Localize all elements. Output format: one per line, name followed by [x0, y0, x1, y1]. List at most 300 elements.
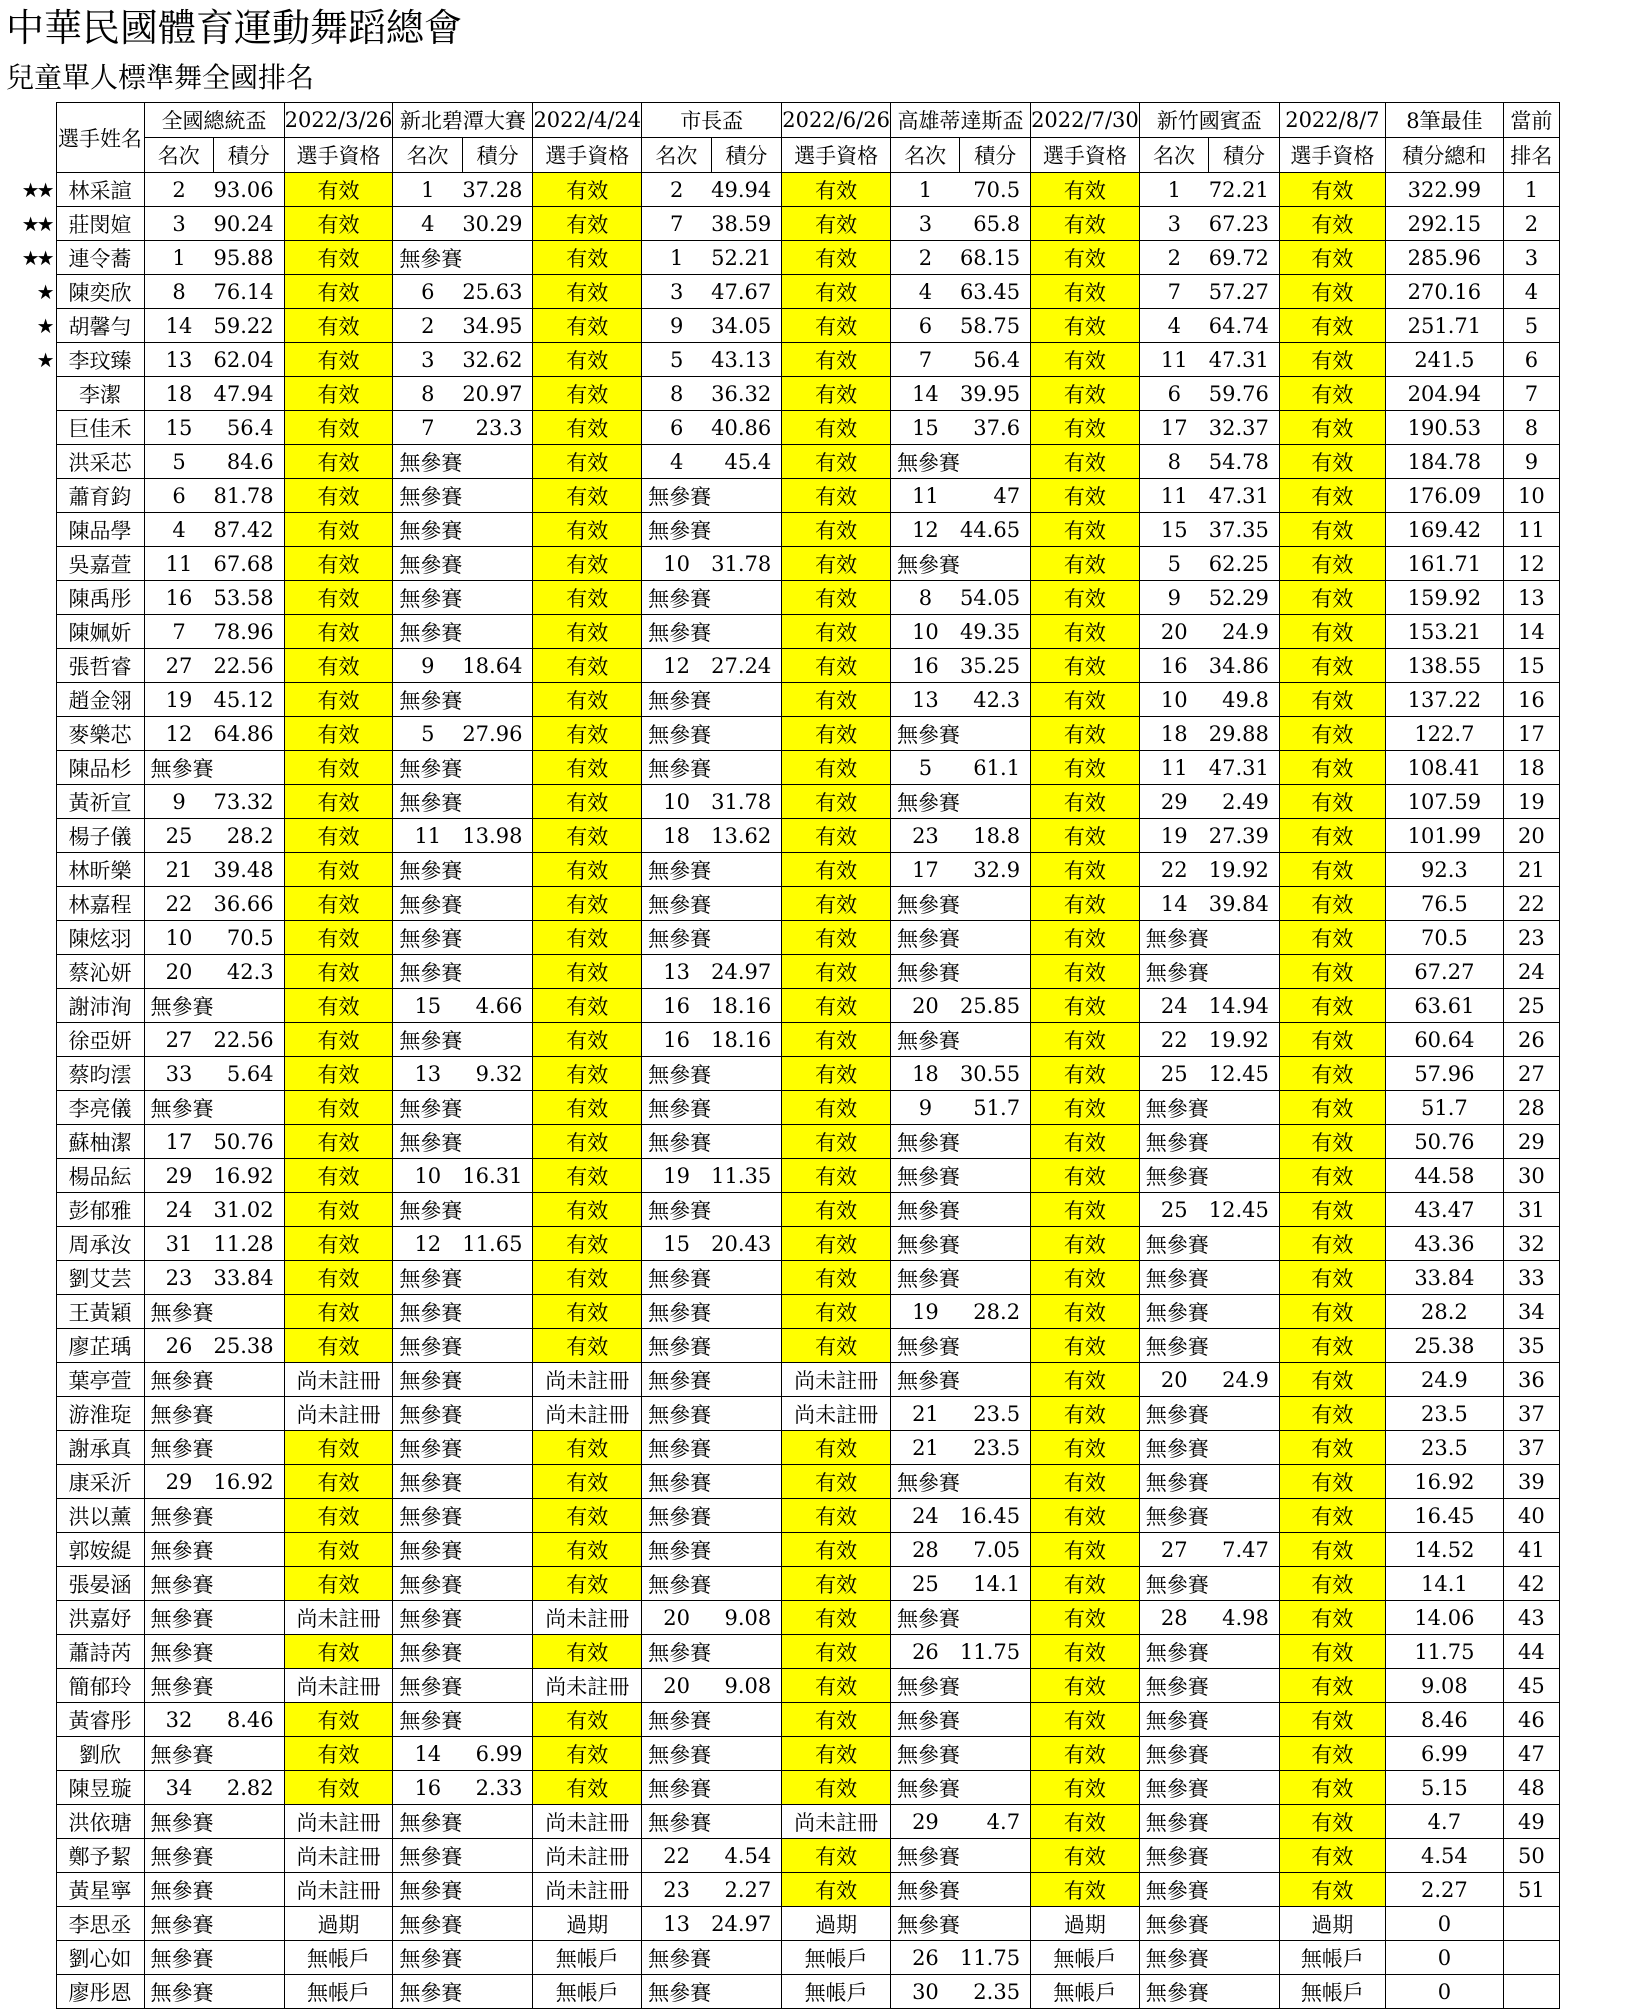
total-score-cell: 14.06 [1385, 1601, 1503, 1635]
event-1-rank-cell: 無參賽 [144, 1533, 214, 1567]
event-5-score-cell [1209, 1397, 1280, 1431]
event-3-score-cell [711, 1533, 782, 1567]
event-5-rank-cell: 無參賽 [1139, 1465, 1209, 1499]
event-5-rank-cell: 無參賽 [1139, 921, 1209, 955]
table-row [4, 581, 1559, 615]
event-1-qual-cell: 有效 [284, 275, 393, 309]
event-3-rank-cell: 無參賽 [642, 921, 712, 955]
event-5-score-cell: 64.74 [1209, 309, 1280, 343]
event-4-rank-cell: 13 [890, 683, 960, 717]
event-2-rank-cell: 無參賽 [393, 1329, 463, 1363]
current-rank-header-line2: 排名 [1503, 138, 1559, 173]
event-1-rank-cell: 無參賽 [144, 1805, 214, 1839]
event-4-qual-cell: 有效 [1031, 1873, 1140, 1907]
star-marker [4, 1737, 56, 1771]
event-1-qual-cell: 有效 [284, 683, 393, 717]
event-4-score-cell [960, 1907, 1031, 1941]
table-row [4, 1431, 1559, 1465]
event-4-score-cell: 56.4 [960, 343, 1031, 377]
event-1-qual-cell: 有效 [284, 751, 393, 785]
event-3-date: 2022/6/26 [782, 103, 891, 138]
table-body [4, 173, 1559, 2009]
event-4-rank-cell: 15 [890, 411, 960, 445]
current-rank-cell: 34 [1503, 1295, 1559, 1329]
event-3-score-cell: 36.32 [711, 377, 782, 411]
event-2-rank-cell: 3 [393, 343, 463, 377]
event-2-qual-cell: 無帳戶 [533, 1975, 642, 2009]
event-3-rank-cell: 4 [642, 445, 712, 479]
event-4-rank-cell: 無參賽 [890, 1363, 960, 1397]
event-5-score-cell: 69.72 [1209, 241, 1280, 275]
event-5-score-cell: 39.84 [1209, 887, 1280, 921]
event-4-rank-cell: 無參賽 [890, 1601, 960, 1635]
event-2-qual-cell: 尚未註冊 [533, 1805, 642, 1839]
event-2-rank-cell: 無參賽 [393, 1295, 463, 1329]
table-row [4, 479, 1559, 513]
total-score-cell: 161.71 [1385, 547, 1503, 581]
event-2-rank-cell: 5 [393, 717, 463, 751]
event-5-score-cell: 24.9 [1209, 1363, 1280, 1397]
page-subtitle: 兒童單人標準舞全國排名 [6, 61, 315, 94]
event-1-rank-cell: 無參賽 [144, 1295, 214, 1329]
event-1-score-cell [214, 1567, 285, 1601]
table-row [4, 1601, 1559, 1635]
event-3-score-cell [711, 1431, 782, 1465]
current-rank-cell: 36 [1503, 1363, 1559, 1397]
event-4-score-cell: 28.2 [960, 1295, 1031, 1329]
event-3-rank-cell: 無參賽 [642, 513, 712, 547]
event-1-score-cell [214, 1635, 285, 1669]
event-5-qual-cell: 有效 [1279, 445, 1385, 479]
athlete-name: 楊子儀 [56, 819, 144, 853]
star-marker [4, 717, 56, 751]
event-5-score-cell: 47.31 [1209, 343, 1280, 377]
event-2-rank-cell: 無參賽 [393, 479, 463, 513]
event-4-qual-cell: 有效 [1031, 513, 1140, 547]
event-5-score-cell: 19.92 [1209, 1023, 1280, 1057]
athlete-name: 林昕樂 [56, 853, 144, 887]
event-1-score-cell: 16.92 [214, 1159, 285, 1193]
total-score-cell: 14.1 [1385, 1567, 1503, 1601]
table-row [4, 1873, 1559, 1907]
event-4-qual-cell: 有效 [1031, 717, 1140, 751]
event-5-rank-cell: 無參賽 [1139, 1499, 1209, 1533]
event-1-score-cell [214, 1431, 285, 1465]
event-1-score-cell: 2.82 [214, 1771, 285, 1805]
event-3-score-cell [711, 1805, 782, 1839]
star-marker: ★★ [21, 245, 52, 270]
table-row [4, 955, 1559, 989]
event-1-rank-cell: 26 [144, 1329, 214, 1363]
event-4-rank-cell: 無參賽 [890, 1329, 960, 1363]
event-5-qual-cell: 有效 [1279, 547, 1385, 581]
star-marker [4, 1907, 56, 1941]
event-4-rank-cell: 無參賽 [890, 1227, 960, 1261]
event-4-qual-cell: 有效 [1031, 1329, 1140, 1363]
event-1-qual-cell: 有效 [284, 1431, 393, 1465]
event-4-qual-cell: 有效 [1031, 309, 1140, 343]
event-3-qual-cell: 有效 [782, 1499, 891, 1533]
event-2-score-cell [462, 1533, 533, 1567]
event-4-name: 高雄蒂達斯盃 [890, 103, 1030, 138]
event-5-qual-cell: 有效 [1279, 921, 1385, 955]
event-1-score-cell: 67.68 [214, 547, 285, 581]
event-1-qual-cell: 有效 [284, 785, 393, 819]
event-1-qual-cell: 有效 [284, 547, 393, 581]
event-2-qual-cell: 有效 [533, 683, 642, 717]
event-4-rank-cell: 2 [890, 241, 960, 275]
event-1-score-cell: 76.14 [214, 275, 285, 309]
event-2-score-cell: 2.33 [462, 1771, 533, 1805]
event-5-score-cell: 14.94 [1209, 989, 1280, 1023]
event-3-qual-cell: 有效 [782, 921, 891, 955]
event-3-score-cell [711, 1771, 782, 1805]
event-5-qual-cell: 有效 [1279, 717, 1385, 751]
table-row [4, 1023, 1559, 1057]
event-1-qual-cell: 有效 [284, 1567, 393, 1601]
event-2-qual-cell: 有效 [533, 1567, 642, 1601]
event-4-score-cell [960, 1737, 1031, 1771]
event-2-score-cell: 25.63 [462, 275, 533, 309]
total-header-line1: 8筆最佳 [1385, 103, 1503, 138]
event-3-rank-cell: 無參賽 [642, 1737, 712, 1771]
current-rank-cell: 10 [1503, 479, 1559, 513]
total-score-cell: 28.2 [1385, 1295, 1503, 1329]
event-1-qual-cell: 有效 [284, 1227, 393, 1261]
event-1-qual-cell: 有效 [284, 989, 393, 1023]
event-2-qual-cell: 有效 [533, 1125, 642, 1159]
page-title: 中華民國體育運動舞蹈總會 [6, 6, 463, 50]
total-score-cell: 137.22 [1385, 683, 1503, 717]
event-2-rank-cell: 無參賽 [393, 1567, 463, 1601]
event-5-qual-cell: 有效 [1279, 1499, 1385, 1533]
event-2-rank-cell: 無參賽 [393, 785, 463, 819]
event-3-qual-cell: 有效 [782, 1635, 891, 1669]
event-2-qual-cell: 尚未註冊 [533, 1601, 642, 1635]
event-3-qual-cell: 有效 [782, 173, 891, 207]
event-1-score-cell: 53.58 [214, 581, 285, 615]
event-5-score-cell: 34.86 [1209, 649, 1280, 683]
event-2-score-cell [462, 1295, 533, 1329]
event-5-qual-cell: 有效 [1279, 1771, 1385, 1805]
event-2-qual-cell: 有效 [533, 1193, 642, 1227]
event-3-rank-cell: 13 [642, 1907, 712, 1941]
event-4-qual-cell: 有效 [1031, 1023, 1140, 1057]
event-1-rank-cell: 無參賽 [144, 751, 214, 785]
event-3-score-cell [711, 683, 782, 717]
event-5-rank-cell: 無參賽 [1139, 1839, 1209, 1873]
total-score-cell: 57.96 [1385, 1057, 1503, 1091]
event-1-score-cell [214, 1533, 285, 1567]
event-5-rank-cell: 無參賽 [1139, 1567, 1209, 1601]
athlete-name: 劉艾芸 [56, 1261, 144, 1295]
event-4-score-cell: 16.45 [960, 1499, 1031, 1533]
event-3-rank-cell: 無參賽 [642, 887, 712, 921]
table-row [4, 683, 1559, 717]
event-1-score-cell: 36.66 [214, 887, 285, 921]
athlete-name: 黃星寧 [56, 1873, 144, 1907]
event-2-qual-cell: 有效 [533, 819, 642, 853]
event-4-score-cell: 7.05 [960, 1533, 1031, 1567]
event-3-rank-cell: 6 [642, 411, 712, 445]
athlete-name: 洪以薰 [56, 1499, 144, 1533]
athlete-name: 劉心如 [56, 1941, 144, 1975]
event-5-qual-cell: 有效 [1279, 377, 1385, 411]
event-2-rank-cell: 無參賽 [393, 581, 463, 615]
event-1-score-cell [214, 1295, 285, 1329]
event-4-rank-cell: 3 [890, 207, 960, 241]
event-2-qual-cell: 有效 [533, 1329, 642, 1363]
event-2-qual-cell: 有效 [533, 989, 642, 1023]
event-5-score-cell: 2.49 [1209, 785, 1280, 819]
event-1-score-cell [214, 1601, 285, 1635]
event-5-rank-cell: 無參賽 [1139, 1091, 1209, 1125]
event-2-qual-cell: 有效 [533, 1159, 642, 1193]
event-5-score-cell [1209, 1329, 1280, 1363]
event-2-rank-cell: 無參賽 [393, 1261, 463, 1295]
event-2-score-cell [462, 1363, 533, 1397]
total-score-cell: 251.71 [1385, 309, 1503, 343]
event-5-qual-cell: 有效 [1279, 785, 1385, 819]
current-rank-cell: 7 [1503, 377, 1559, 411]
event-5-qual-cell: 有效 [1279, 751, 1385, 785]
event-4-rank-cell: 14 [890, 377, 960, 411]
athlete-name: 郭姲緹 [56, 1533, 144, 1567]
event-2-score-cell [462, 1907, 533, 1941]
event-2-score-cell: 6.99 [462, 1737, 533, 1771]
event-2-score-cell [462, 581, 533, 615]
event-3-score-cell: 24.97 [711, 955, 782, 989]
total-score-cell: 169.42 [1385, 513, 1503, 547]
event-5-score-cell: 29.88 [1209, 717, 1280, 751]
current-rank-cell: 29 [1503, 1125, 1559, 1159]
event-4-rank-header: 名次 [890, 138, 960, 173]
event-4-rank-cell: 30 [890, 1975, 960, 2009]
event-4-score-cell [960, 1193, 1031, 1227]
event-3-score-cell: 52.21 [711, 241, 782, 275]
total-score-cell: 23.5 [1385, 1431, 1503, 1465]
event-1-rank-cell: 無參賽 [144, 1839, 214, 1873]
event-2-score-cell [462, 479, 533, 513]
event-2-rank-cell: 無參賽 [393, 1125, 463, 1159]
event-3-qual-cell: 有效 [782, 411, 891, 445]
event-2-rank-cell: 無參賽 [393, 547, 463, 581]
athlete-name: 趙金翎 [56, 683, 144, 717]
event-3-qual-cell: 有效 [782, 1839, 891, 1873]
event-4-rank-cell: 無參賽 [890, 1873, 960, 1907]
event-4-qual-cell: 有效 [1031, 1363, 1140, 1397]
event-4-score-cell: 70.5 [960, 173, 1031, 207]
event-5-qual-cell: 有效 [1279, 1431, 1385, 1465]
current-rank-cell: 40 [1503, 1499, 1559, 1533]
event-4-qual-cell: 有效 [1031, 1533, 1140, 1567]
event-1-qual-cell: 有效 [284, 1533, 393, 1567]
event-2-qual-cell: 有效 [533, 411, 642, 445]
athlete-name: 洪依瑭 [56, 1805, 144, 1839]
table-row [4, 1771, 1559, 1805]
event-5-score-cell [1209, 1227, 1280, 1261]
event-3-qual-cell: 有效 [782, 683, 891, 717]
event-3-rank-cell: 16 [642, 1023, 712, 1057]
current-rank-cell: 32 [1503, 1227, 1559, 1261]
event-1-qual-cell: 有效 [284, 955, 393, 989]
event-4-score-cell: 23.5 [960, 1397, 1031, 1431]
event-5-qual-cell: 有效 [1279, 309, 1385, 343]
table-row [4, 1193, 1559, 1227]
total-score-cell: 92.3 [1385, 853, 1503, 887]
star-marker [4, 1533, 56, 1567]
event-1-score-cell: 45.12 [214, 683, 285, 717]
event-4-qual-cell: 有效 [1031, 207, 1140, 241]
total-score-cell: 0 [1385, 1907, 1503, 1941]
event-3-score-cell: 34.05 [711, 309, 782, 343]
current-rank-cell [1503, 1907, 1559, 1941]
total-score-cell: 51.7 [1385, 1091, 1503, 1125]
event-5-score-cell: 47.31 [1209, 751, 1280, 785]
event-3-qual-cell: 尚未註冊 [782, 1805, 891, 1839]
event-2-rank-cell: 1 [393, 173, 463, 207]
star-marker [4, 1669, 56, 1703]
event-2-rank-cell: 無參賽 [393, 1601, 463, 1635]
table-row [4, 1635, 1559, 1669]
event-1-rank-cell: 10 [144, 921, 214, 955]
event-5-qual-cell: 有效 [1279, 1193, 1385, 1227]
event-4-rank-cell: 1 [890, 173, 960, 207]
event-2-qual-cell: 有效 [533, 173, 642, 207]
event-2-score-cell [462, 1567, 533, 1601]
event-3-score-cell [711, 1125, 782, 1159]
star-marker [4, 785, 56, 819]
event-2-qual-cell: 尚未註冊 [533, 1839, 642, 1873]
event-3-qual-cell: 有效 [782, 1091, 891, 1125]
star-marker: ★★ [21, 177, 52, 202]
event-5-score-cell [1209, 1499, 1280, 1533]
event-4-qual-cell: 有效 [1031, 1431, 1140, 1465]
current-rank-cell: 37 [1503, 1397, 1559, 1431]
event-4-rank-cell: 無參賽 [890, 1771, 960, 1805]
event-4-rank-cell: 無參賽 [890, 547, 960, 581]
event-3-rank-cell: 19 [642, 1159, 712, 1193]
total-score-cell: 270.16 [1385, 275, 1503, 309]
event-3-score-header: 積分 [711, 138, 782, 173]
event-2-rank-cell: 無參賽 [393, 1363, 463, 1397]
event-4-qual-cell: 有效 [1031, 819, 1140, 853]
total-score-cell: 33.84 [1385, 1261, 1503, 1295]
event-1-qual-cell: 有效 [284, 887, 393, 921]
table-row [4, 173, 1559, 207]
event-1-score-cell: 59.22 [214, 309, 285, 343]
event-4-rank-cell: 無參賽 [890, 955, 960, 989]
athlete-name: 蘇柚潔 [56, 1125, 144, 1159]
event-4-rank-cell: 21 [890, 1397, 960, 1431]
event-3-score-cell [711, 1737, 782, 1771]
event-4-qual-cell: 有效 [1031, 1193, 1140, 1227]
event-1-score-cell: 5.64 [214, 1057, 285, 1091]
event-3-rank-cell: 無參賽 [642, 751, 712, 785]
event-3-score-cell [711, 479, 782, 513]
event-2-score-cell [462, 1839, 533, 1873]
event-1-qual-cell: 尚未註冊 [284, 1397, 393, 1431]
star-marker [4, 1363, 56, 1397]
star-marker [4, 513, 56, 547]
event-1-rank-cell: 33 [144, 1057, 214, 1091]
event-5-score-cell [1209, 955, 1280, 989]
current-rank-cell: 6 [1503, 343, 1559, 377]
event-1-rank-cell: 無參賽 [144, 1397, 214, 1431]
event-4-qual-cell: 有效 [1031, 1805, 1140, 1839]
event-1-qual-cell: 尚未註冊 [284, 1669, 393, 1703]
event-2-qual-cell: 有效 [533, 1499, 642, 1533]
current-rank-cell: 45 [1503, 1669, 1559, 1703]
event-2-score-cell: 18.64 [462, 649, 533, 683]
event-1-qual-cell: 有效 [284, 819, 393, 853]
star-marker [4, 1771, 56, 1805]
event-2-rank-cell: 無參賽 [393, 1805, 463, 1839]
event-1-score-cell [214, 1975, 285, 2009]
event-2-rank-cell: 無參賽 [393, 1703, 463, 1737]
table-row [4, 1363, 1559, 1397]
event-2-qual-cell: 有效 [533, 1431, 642, 1465]
event-1-score-cell: 50.76 [214, 1125, 285, 1159]
event-1-rank-cell: 11 [144, 547, 214, 581]
event-3-score-cell: 27.24 [711, 649, 782, 683]
event-3-score-cell [711, 1329, 782, 1363]
event-3-rank-cell: 無參賽 [642, 1499, 712, 1533]
event-3-score-cell [711, 1091, 782, 1125]
event-4-qual-header: 選手資格 [1031, 138, 1140, 173]
header-row-2 [4, 138, 1559, 173]
star-marker [4, 581, 56, 615]
event-4-score-cell: 61.1 [960, 751, 1031, 785]
event-1-score-cell [214, 1669, 285, 1703]
star-marker [4, 955, 56, 989]
event-5-name: 新竹國賓盃 [1139, 103, 1279, 138]
athlete-name: 林采諠 [56, 173, 144, 207]
event-5-score-cell: 62.25 [1209, 547, 1280, 581]
event-4-qual-cell: 有效 [1031, 1669, 1140, 1703]
event-5-score-cell [1209, 1873, 1280, 1907]
event-4-date: 2022/7/30 [1031, 103, 1140, 138]
current-rank-cell: 37 [1503, 1431, 1559, 1465]
athlete-name: 陳炫羽 [56, 921, 144, 955]
event-3-rank-cell: 15 [642, 1227, 712, 1261]
event-3-rank-cell: 無參賽 [642, 1941, 712, 1975]
event-5-qual-cell: 有效 [1279, 683, 1385, 717]
event-1-rank-cell: 1 [144, 241, 214, 275]
event-2-score-cell: 37.28 [462, 173, 533, 207]
event-3-qual-cell: 有效 [782, 615, 891, 649]
event-4-rank-cell: 21 [890, 1431, 960, 1465]
event-3-qual-cell: 有效 [782, 1159, 891, 1193]
total-score-cell: 24.9 [1385, 1363, 1503, 1397]
athlete-name: 巨佳禾 [56, 411, 144, 445]
event-1-qual-cell: 有效 [284, 1023, 393, 1057]
event-5-qual-header: 選手資格 [1279, 138, 1385, 173]
event-4-qual-cell: 有效 [1031, 1091, 1140, 1125]
event-1-qual-cell: 有效 [284, 343, 393, 377]
athlete-name: 李思丞 [56, 1907, 144, 1941]
event-1-score-cell [214, 1737, 285, 1771]
event-1-qual-cell: 有效 [284, 207, 393, 241]
event-3-score-cell: 49.94 [711, 173, 782, 207]
event-2-qual-cell: 有效 [533, 343, 642, 377]
event-3-rank-cell: 13 [642, 955, 712, 989]
event-1-qual-cell: 過期 [284, 1907, 393, 1941]
event-5-score-cell [1209, 1465, 1280, 1499]
event-4-score-cell: 35.25 [960, 649, 1031, 683]
event-5-qual-cell: 過期 [1279, 1907, 1385, 1941]
event-2-rank-cell: 無參賽 [393, 1431, 463, 1465]
